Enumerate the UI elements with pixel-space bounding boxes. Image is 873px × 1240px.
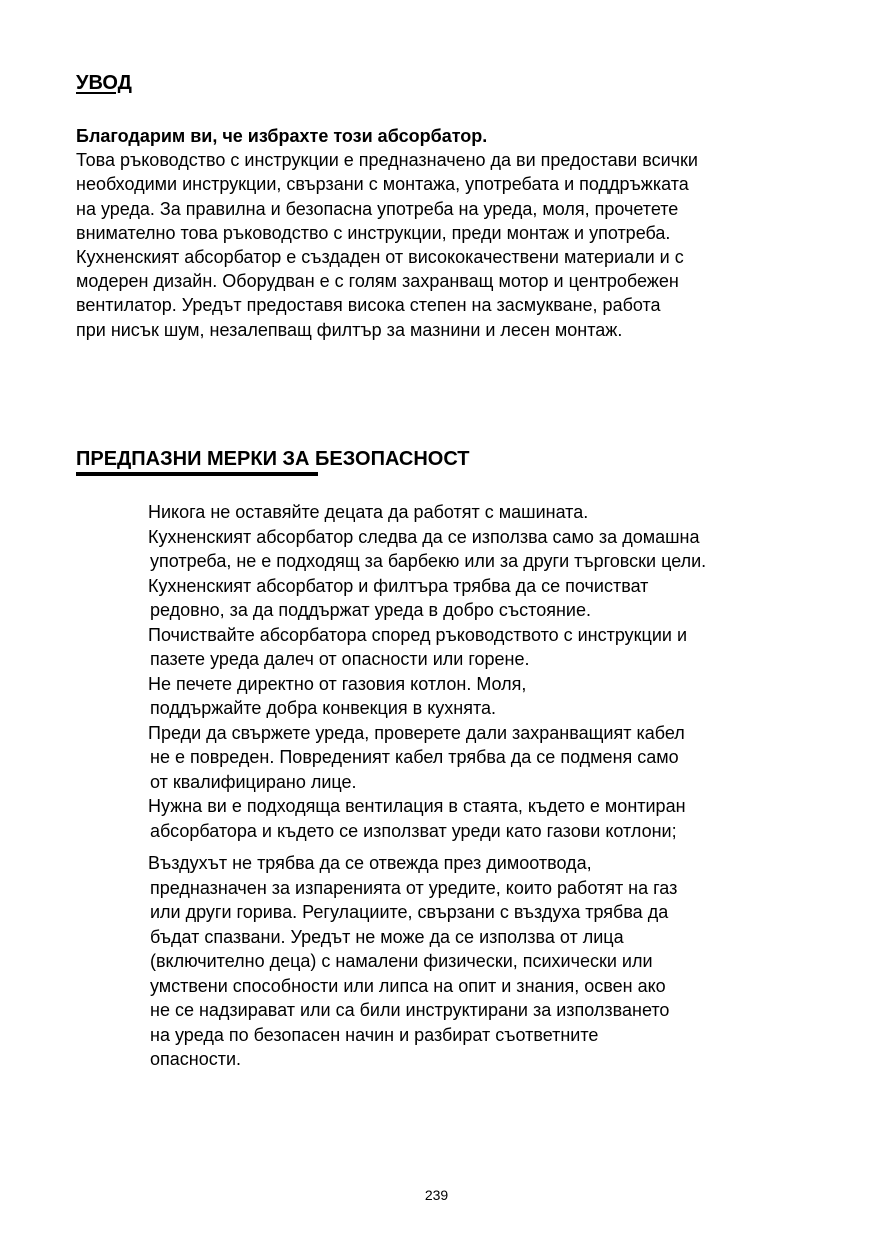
safety-item <box>148 672 706 721</box>
safety-list <box>148 500 706 1072</box>
safety-item <box>148 525 706 574</box>
safety-item <box>148 721 706 795</box>
safety-item-line: пазете уреда далеч от опасности или горене. <box>150 649 530 669</box>
safety-item <box>148 794 706 843</box>
safety-item-line: опасности. <box>150 1049 242 1069</box>
safety-item-line: Преди да свържете уреда, проверете дали захранващият кабел <box>148 722 685 743</box>
paragraph-line: Кухненският абсорбатор е създаден от висококачествени материали и с <box>76 247 684 268</box>
safety-item <box>148 574 706 623</box>
safety-item-line: предназначен за изпаренията от уредите, които работят на газ <box>150 877 678 898</box>
paragraph-line: внимателно това ръководство с инструкции, преди монтаж и употреба. <box>76 222 671 243</box>
safety-item-line: Кухненският абсорбатор следва да се използва само за домашна <box>148 526 700 547</box>
safety-heading: ПРЕДПАЗНИ МЕРКИ ЗА БЕЗОПАСНОСТ <box>76 448 470 470</box>
safety-item-line: или други горива. Регулациите, свързани с въздуха трябва да <box>150 902 669 922</box>
heading-underline-bar <box>76 472 318 476</box>
safety-item-line: Не печете директно от газовия котлон. Моля, <box>148 673 527 694</box>
paragraph-line: Това ръководство с инструкции е предназначено да ви предостави всички <box>76 150 698 171</box>
safety-item-line: (включително деца) с намалени физически, психически или <box>150 951 653 971</box>
intro-heading: УВОД <box>76 72 132 94</box>
safety-item-line: редовно, за да поддържат уреда в добро състояние. <box>150 600 591 620</box>
safety-item-line: поддържайте добра конвекция в кухнята. <box>150 698 497 718</box>
safety-item-line: Кухненският абсорбатор и филтъра трябва да се почистват <box>148 575 649 596</box>
paragraph-line: необходими инструкции, свързани с монтажа, употребата и поддръжката <box>76 174 689 195</box>
safety-item-line: на уреда по безопасен начин и разбират съответните <box>150 1024 599 1045</box>
safety-item-line: умствени способности или липса на опит и знания, освен ако <box>150 975 666 996</box>
safety-item-line: бъдат спазвани. Уредът не може да се използва от лица <box>150 926 624 947</box>
intro-lead: Благодарим ви, че избрахте този абсорбатор. <box>76 126 488 146</box>
intro-paragraph <box>76 148 698 342</box>
paragraph-line: при нисък шум, незалепващ филтър за мазнини и лесен монтаж. <box>76 319 623 340</box>
paragraph-line: вентилатор. Уредът предоставя висока степен на засмукване, работа <box>76 295 661 316</box>
paragraph-line: модерен дизайн. Оборудван е с голям захранващ мотор и центробежен <box>76 271 679 292</box>
safety-item <box>148 851 706 1072</box>
safety-item-line: Никога не оставяйте децата да работят с машината. <box>148 502 589 522</box>
safety-item-line: употреба, не е подходящ за барбекю или за други търговски цели. <box>150 551 707 571</box>
page-number: 239 <box>424 1187 449 1203</box>
safety-item-line: не се надзирават или са били инструктирани за използването <box>150 1000 670 1020</box>
safety-item-line: не е повреден. Повреденият кабел трябва да се подменя само <box>150 747 679 767</box>
safety-item-line: от квалифицирано лице. <box>150 771 357 792</box>
intro-section <box>76 124 698 342</box>
safety-item-line: абсорбатора и където се използват уреди като газови котлони; <box>150 820 677 841</box>
safety-item <box>148 623 706 672</box>
paragraph-line: на уреда. За правилна и безопасна употреба на уреда, моля, прочетете <box>76 198 679 219</box>
safety-item-line: Почиствайте абсорбатора според ръководството с инструкции и <box>148 624 688 645</box>
safety-item-line: Нужна ви е подходяща вентилация в стаята, където е монтиран <box>148 796 686 816</box>
safety-item-line: Въздухът не трябва да се отвежда през димоотвода, <box>148 853 592 873</box>
safety-item <box>148 500 706 525</box>
